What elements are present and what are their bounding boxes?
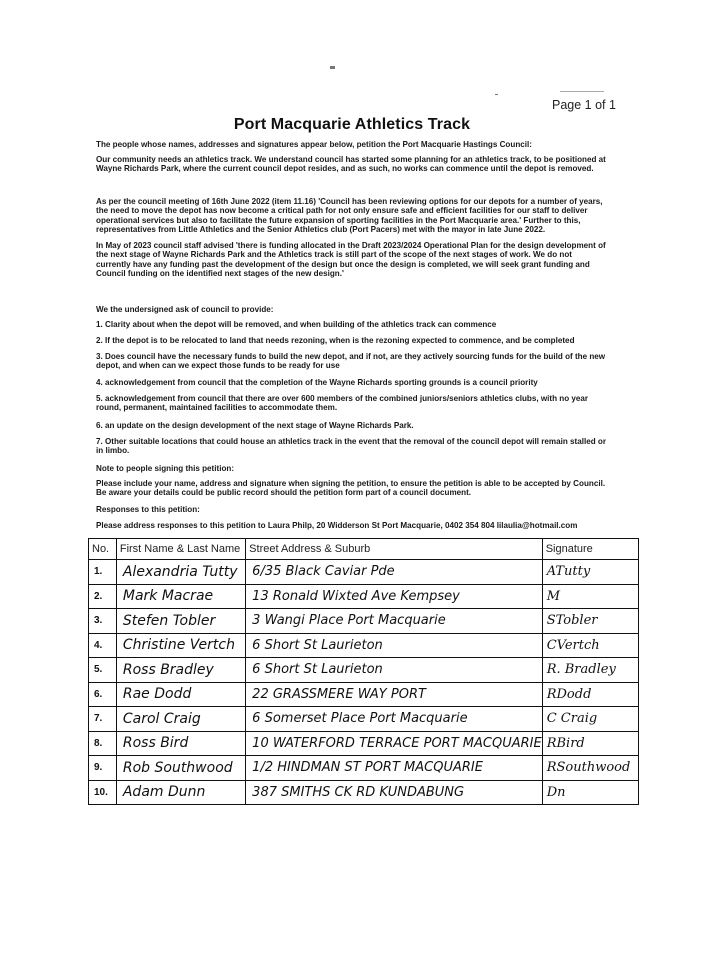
row-name: Ross Bird xyxy=(116,731,245,756)
row-number: 4. xyxy=(89,633,117,658)
row-address: 10 WATERFORD TERRACE PORT MACQUARIE xyxy=(246,731,543,756)
paragraph-2: As per the council meeting of 16th June 2022 (item 11.16) 'Council has been reviewing options for our depots for a number of years, the need to move the depot has now become a critical path for not only ensure safe and efficient facilities for our staff to deliver operational services but also to facilitate the future expansion of sporting facilities in the Port Macquarie area.' Further to this, representatives from Little Athletics and the Senior Athletics club (Port Pacers) met with the mayor in late June 2022. xyxy=(96,197,603,235)
table-row xyxy=(89,756,639,781)
table-row xyxy=(89,584,639,609)
row-name: Christine Vertch xyxy=(116,633,245,658)
request-7: 7. Other suitable locations that could house an athletics track in the event that the removal of the council depot will remain stalled or in limbo. xyxy=(96,437,607,456)
row-name: Mark Macrae xyxy=(116,584,245,609)
request-4: 4. acknowledgement from council that the completion of the Wayne Richards sporting grounds is a council priority xyxy=(96,378,538,387)
row-name: Rae Dodd xyxy=(116,682,245,707)
row-signature: RSouthwood xyxy=(542,756,638,781)
table-row xyxy=(89,682,639,707)
responses-text: Please address responses to this petition to Laura Philp, 20 Widderson St Port Macquarie, 0402 354 804 lilaulia@hotmail.com xyxy=(96,521,578,530)
table-row xyxy=(89,731,639,756)
note-heading: Note to people signing this petition: xyxy=(96,464,235,473)
row-number: 9. xyxy=(89,756,117,781)
row-signature: C Craig xyxy=(542,707,638,732)
header-address: Street Address & Suburb xyxy=(246,539,543,560)
row-name: Adam Dunn xyxy=(116,780,245,805)
document-title: Port Macquarie Athletics Track xyxy=(233,116,471,133)
table-header-row xyxy=(89,539,639,560)
ask-heading: We the undersigned ask of council to provide: xyxy=(96,305,274,314)
row-number: 1. xyxy=(89,560,117,585)
scan-speck xyxy=(495,94,498,95)
row-name: Carol Craig xyxy=(116,707,245,732)
table-row xyxy=(89,707,639,732)
row-number: 7. xyxy=(89,707,117,732)
row-number: 10. xyxy=(89,780,117,805)
header-signature: Signature xyxy=(542,539,638,560)
row-address: 387 SMITHS CK RD KUNDABUNG xyxy=(246,780,543,805)
row-number: 3. xyxy=(89,609,117,634)
table-row xyxy=(89,609,639,634)
row-name: Stefen Tobler xyxy=(116,609,245,634)
row-signature: M xyxy=(542,584,638,609)
row-address: 6 Short St Laurieton xyxy=(246,658,543,683)
request-3: 3. Does council have the necessary funds to build the new depot, and if not, are they actively sourcing funds for the build of the new depot, and when can we expect those funds to be ready for use xyxy=(96,352,606,371)
request-6: 6. an update on the design development of the next stage of Wayne Richards Park. xyxy=(96,421,414,430)
signature-table xyxy=(88,538,639,805)
paragraph-3: In May of 2023 council staff advised 'there is funding allocated in the Draft 2023/2024 Operational Plan for the design development of the next stage of Wayne Richards Park and the Athletics track is still part of the scope of the next stages of work. We do not currently have any funding past the development of the design but once the design is completed, we will seek grant funding and Council funding on the identified next stages of the new design.' xyxy=(96,241,606,279)
row-name: Ross Bradley xyxy=(116,658,245,683)
scan-speck xyxy=(560,91,604,92)
row-address: 13 Ronald Wixted Ave Kempsey xyxy=(246,584,543,609)
table-row xyxy=(89,560,639,585)
row-signature: R. Bradley xyxy=(542,658,638,683)
page-number: Page 1 of 1 xyxy=(552,98,616,112)
row-address: 6 Somerset Place Port Macquarie xyxy=(246,707,543,732)
row-address: 6 Short St Laurieton xyxy=(246,633,543,658)
intro-text: The people whose names, addresses and signatures appear below, petition the Port Macquarie Hastings Council: xyxy=(96,140,532,149)
row-signature: ATutty xyxy=(542,560,638,585)
responses-heading: Responses to this petition: xyxy=(96,505,200,514)
row-address: 3 Wangi Place Port Macquarie xyxy=(246,609,543,634)
row-signature: STobler xyxy=(542,609,638,634)
row-number: 6. xyxy=(89,682,117,707)
table-row xyxy=(89,633,639,658)
scan-speck xyxy=(330,66,335,69)
row-signature: CVertch xyxy=(542,633,638,658)
row-address: 22 GRASSMERE WAY PORT xyxy=(246,682,543,707)
paragraph-1: Our community needs an athletics track. We understand council has started some planning for an athletics track, to be positioned at Wayne Richards Park, where the current council depot resides, and as such, no works can commence until the depot is removed. xyxy=(96,155,606,174)
row-number: 8. xyxy=(89,731,117,756)
table-row xyxy=(89,658,639,683)
row-address: 1/2 HINDMAN ST PORT MACQUARIE xyxy=(246,756,543,781)
row-address: 6/35 Black Caviar Pde xyxy=(246,560,543,585)
request-5: 5. acknowledgement from council that there are over 600 members of the combined juniors/seniors athletics clubs, with no year round, permanent, maintained facilities to accommodate them. xyxy=(96,394,589,413)
row-number: 2. xyxy=(89,584,117,609)
row-number: 5. xyxy=(89,658,117,683)
request-1: 1. Clarity about when the depot will be removed, and when building of the athletics track can commence xyxy=(96,320,497,329)
row-signature: RDodd xyxy=(542,682,638,707)
row-name: Rob Southwood xyxy=(116,756,245,781)
row-signature: RBird xyxy=(542,731,638,756)
header-name: First Name & Last Name xyxy=(116,539,245,560)
request-2: 2. If the depot is to be relocated to land that needs rezoning, when is the rezoning expected to commence, and be completed xyxy=(96,336,575,345)
table-body xyxy=(89,560,639,805)
row-signature: Dn xyxy=(542,780,638,805)
table-row xyxy=(89,780,639,805)
header-number: No. xyxy=(89,539,117,560)
row-name: Alexandria Tutty xyxy=(116,560,245,585)
note-text: Please include your name, address and signature when signing the petition, to ensure the petition is able to be accepted by Council. Be aware your details could be public record should the petition form part of a council document. xyxy=(96,479,606,498)
